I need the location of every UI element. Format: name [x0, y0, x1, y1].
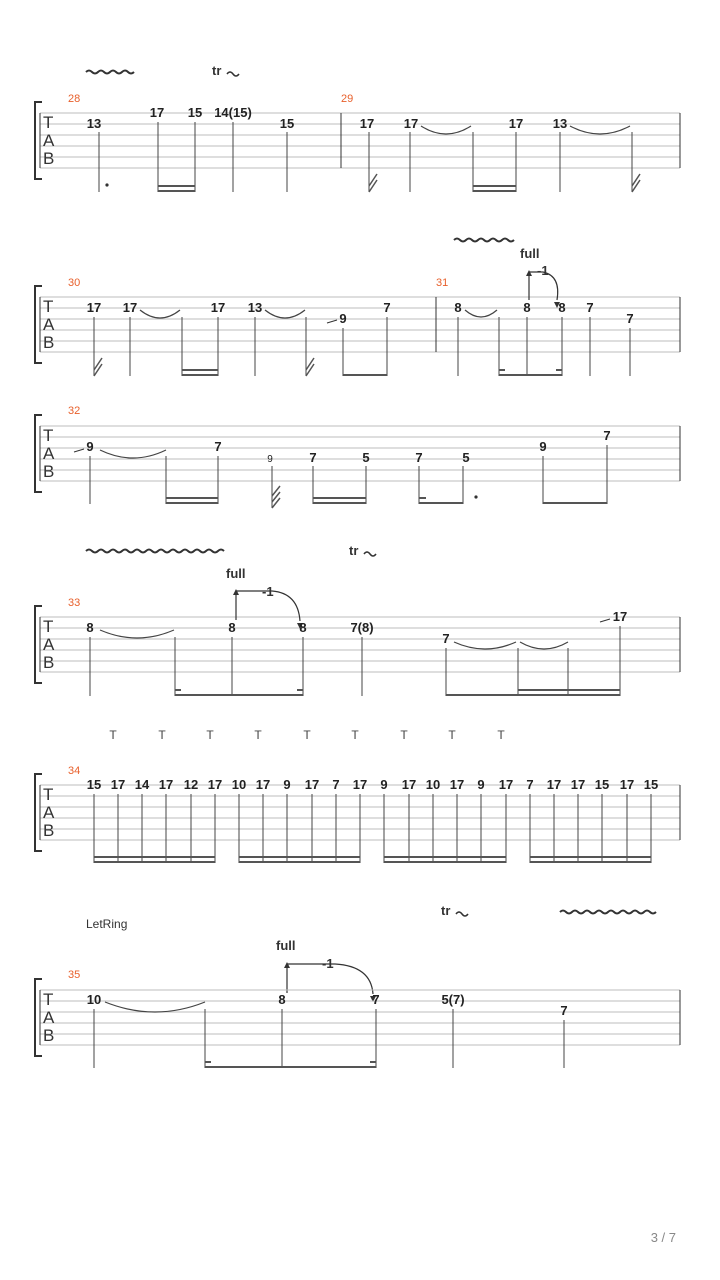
fret-number: 7 — [332, 777, 340, 792]
tab-label-t: T — [43, 426, 54, 445]
fret-number: 17 — [546, 777, 562, 792]
fret-number: 10 — [86, 992, 102, 1007]
fret-number: 5 — [362, 450, 370, 465]
system-1 — [35, 63, 680, 192]
system-bracket — [35, 286, 42, 363]
fret-number: 17 — [110, 777, 126, 792]
fret-number: 17 — [352, 777, 368, 792]
tap-marker: T — [158, 728, 166, 742]
fret-number: 9 — [339, 311, 347, 326]
bend-release-amount: -1 — [537, 263, 549, 278]
fret-number: 15 — [279, 116, 295, 131]
bend-release-amount: -1 — [322, 956, 334, 971]
sixteenth-note-run — [87, 777, 658, 863]
grace-fret-number: 9 — [267, 454, 273, 465]
tap-marker: T — [497, 728, 505, 742]
tap-marker: T — [400, 728, 408, 742]
fret-number: 17 — [359, 116, 375, 131]
measure-number: 28 — [68, 93, 81, 105]
fret-number: 8 — [299, 620, 307, 635]
let-ring-label: LetRing — [86, 917, 128, 931]
fret-number: 17 — [401, 777, 417, 792]
fret-number: 9 — [539, 439, 547, 454]
fret-number: 13 — [552, 116, 568, 131]
tap-marker: T — [448, 728, 456, 742]
vibrato-mark — [454, 239, 514, 242]
fret-number: 7 — [442, 631, 450, 646]
fret-number: 14(15) — [214, 105, 252, 120]
tap-markers — [109, 728, 505, 742]
measure-number: 33 — [68, 597, 81, 609]
fret-number: 7 — [309, 450, 317, 465]
fret-number: 8 — [558, 300, 566, 315]
fret-number: 7 — [560, 1003, 568, 1018]
vibrato-mark — [86, 550, 224, 553]
tab-label-t: T — [43, 113, 54, 132]
fret-number: 17 — [508, 116, 524, 131]
fret-number: 15 — [187, 105, 203, 120]
vibrato-mark — [86, 71, 134, 74]
system-5 — [35, 728, 680, 863]
tab-label-t: T — [43, 617, 54, 636]
tab-label-a: A — [43, 1008, 55, 1027]
fret-number: 13 — [247, 300, 263, 315]
system-6 — [35, 903, 680, 1068]
fret-number: 17 — [86, 300, 102, 315]
system-4 — [35, 543, 680, 696]
fret-number: 17 — [304, 777, 320, 792]
trill-mark: tr — [349, 543, 359, 558]
fret-number: 10 — [425, 777, 441, 792]
tab-label-a: A — [43, 315, 55, 334]
tab-label-a: A — [43, 131, 55, 150]
system-bracket — [35, 979, 42, 1056]
fret-number: 7 — [603, 428, 611, 443]
fret-number: 7 — [526, 777, 534, 792]
system-bracket — [35, 102, 42, 179]
system-bracket — [35, 606, 42, 683]
bend-amount: full — [520, 246, 540, 261]
fret-number: 10 — [231, 777, 247, 792]
page-number: 3 / 7 — [650, 1230, 676, 1245]
tab-label-t: T — [43, 785, 54, 804]
tap-marker: T — [351, 728, 359, 742]
tab-label-b: B — [43, 333, 55, 352]
fret-number: 14 — [134, 777, 150, 792]
fret-number: 7 — [214, 439, 222, 454]
bend-amount: full — [276, 938, 296, 953]
fret-number: 5 — [462, 450, 470, 465]
tap-marker: T — [206, 728, 214, 742]
tab-label-b: B — [43, 149, 55, 168]
bend-release-amount: -1 — [262, 584, 274, 599]
fret-number: 17 — [570, 777, 586, 792]
tab-label-t: T — [43, 990, 54, 1009]
measure-number: 34 — [68, 765, 81, 777]
fret-number: 13 — [86, 116, 102, 131]
tab-label-a: A — [43, 803, 55, 822]
fret-number: 9 — [380, 777, 388, 792]
fret-number: 8 — [278, 992, 286, 1007]
fret-number: 17 — [255, 777, 271, 792]
tab-label-b: B — [43, 821, 55, 840]
tab-label-b: B — [43, 462, 55, 481]
fret-number: 5(7) — [441, 992, 465, 1007]
fret-number: 9 — [283, 777, 291, 792]
system-2 — [35, 239, 680, 377]
fret-number: 7 — [372, 992, 380, 1007]
measure-number: 29 — [341, 93, 354, 105]
fret-number: 7(8) — [350, 620, 374, 635]
system-3 — [35, 405, 680, 508]
fret-number: 17 — [498, 777, 514, 792]
fret-number: 17 — [449, 777, 465, 792]
fret-number: 12 — [183, 777, 199, 792]
measure-number: 31 — [436, 277, 449, 289]
system-bracket — [35, 774, 42, 851]
tab-label-b: B — [43, 1026, 55, 1045]
fret-number: 7 — [626, 311, 634, 326]
fret-number: 8 — [228, 620, 236, 635]
system-bracket — [35, 415, 42, 492]
fret-number: 17 — [207, 777, 223, 792]
tab-label-a: A — [43, 444, 55, 463]
fret-number: 8 — [523, 300, 531, 315]
fret-number: 17 — [403, 116, 419, 131]
vibrato-mark — [560, 911, 656, 914]
bend-amount: full — [226, 566, 246, 581]
fret-number: 8 — [86, 620, 94, 635]
tap-marker: T — [109, 728, 117, 742]
fret-number: 7 — [383, 300, 391, 315]
tab-label-b: B — [43, 653, 55, 672]
tab-label-a: A — [43, 635, 55, 654]
measure-number: 35 — [68, 969, 81, 981]
tab-label-t: T — [43, 297, 54, 316]
trill-mark: tr — [441, 903, 451, 918]
fret-number: 17 — [612, 609, 628, 624]
measure-number: 32 — [68, 405, 81, 417]
fret-number: 7 — [586, 300, 594, 315]
fret-number: 17 — [122, 300, 138, 315]
fret-number: 17 — [619, 777, 635, 792]
trill-mark: tr — [212, 63, 222, 78]
tap-marker: T — [303, 728, 311, 742]
fret-number: 15 — [86, 777, 102, 792]
fret-number: 9 — [477, 777, 485, 792]
measure-number: 30 — [68, 277, 81, 289]
fret-number: 15 — [643, 777, 659, 792]
fret-number: 7 — [415, 450, 423, 465]
fret-number: 17 — [149, 105, 165, 120]
fret-number: 17 — [210, 300, 226, 315]
fret-number: 17 — [158, 777, 174, 792]
fret-number: 15 — [594, 777, 610, 792]
tap-marker: T — [254, 728, 262, 742]
fret-number: 9 — [86, 439, 94, 454]
fret-number: 8 — [454, 300, 462, 315]
